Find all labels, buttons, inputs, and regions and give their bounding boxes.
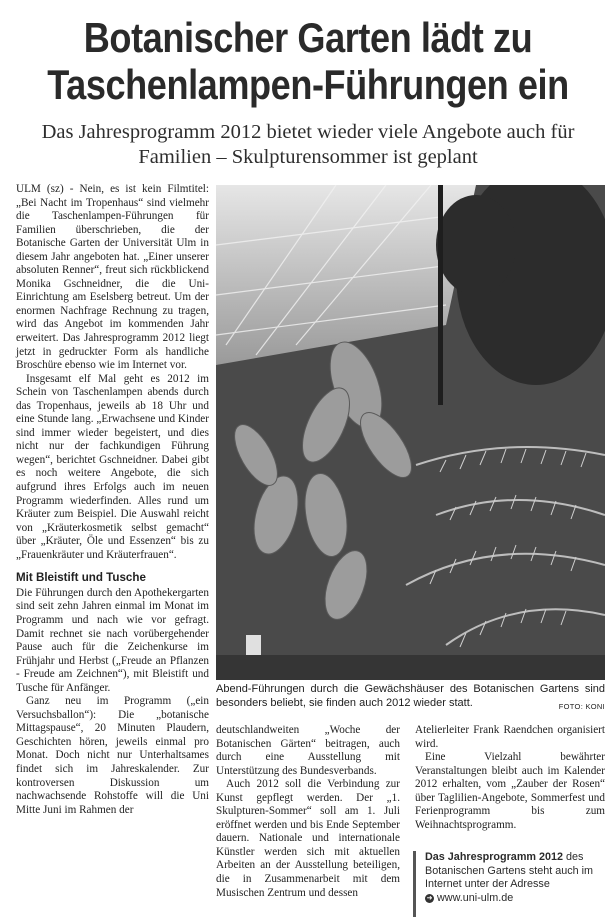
info-box-bold: Das Jahresprogramm 2012 <box>425 851 564 863</box>
paragraph: Die Führungen durch den Apothekergarten sind seit zehn Jahren einmal im Monat im Programm und nach wie vor gefragt. Damit rechnet sie nach vorübergehender Pause auch für die Zeichenkurse im Frühjahr und Herbst („Freude an Pflanzen - Freude am Zeichnen“), mit Bleistift und Tusche für Anfänger. <box>16 586 209 694</box>
subheadline <box>10 120 606 170</box>
greenhouse-photo <box>216 185 605 680</box>
info-box-text: des Botanischen Gartens steht auch im Internet unter der Adresse <box>425 851 594 891</box>
headline-line-2: Taschenlampen-Führungen ein <box>47 61 569 108</box>
article-column-2 <box>216 724 400 900</box>
paragraph: Atelierleiter Frank Raendchen organisiert wird. <box>415 724 605 750</box>
paragraph: ULM (sz) - Nein, es ist kein Filmtitel: „Bei Nacht im Tropenhaus“ sind vielmehr die Taschenlampen-Führungen für Familien überschrieben, die der Botanische Garten der Universität Ulm in diesem Jahr angeboten hat. „Einer unserer absoluten Renner“, freut sich rückblickend Monika Gschneidner, die die Uni-Einrichtung am Eselsberg betreut. Um der enormen Nachfrage Rechnung zu tragen, wird das Angebot im kommenden Jahr erweitert. Das Jahresprogramm 2012 liegt jetzt in gedruckter Form als handliche Broschüre ebenso wie im Internet vor. <box>16 183 209 372</box>
paragraph: Eine Vielzahl bewährter Veranstaltungen bleibt auch im Kalender 2012 erhalten, vom „Zauber der Rosen“ über Taglilien-Angebote, Sommerfest und Ferienprogramm bis zum Weihnachtsprogramm. <box>415 751 605 831</box>
caption-text: Abend-Führungen durch die Gewächshäuser des Botanischen Gartens sind besonders beliebt, sie finden auch 2012 wieder statt. <box>216 683 605 709</box>
photo-credit: FOTO: KONI <box>558 701 605 711</box>
paragraph: deutschlandweiten „Woche der Botanischen Gärten“ beitragen, auch durch eine Ausstellung mit Unterstützung des Bundesverbands. <box>216 724 400 777</box>
article-column-1 <box>16 183 209 817</box>
greenhouse-plants-photo-icon <box>216 185 605 680</box>
paragraph: Auch 2012 soll die Verbindung zur Kunst gepflegt werden. Der „1. Skulpturen-Sommer“ soll am 1. Juli eröffnet werden und bis Ende September dauern. Nationale und internationale Künstler werden sich mit aktuellen Arbeiten an der Ausstellung beteiligen, die in Zusammenarbeit mit dem Musischen Zentrum und dessen <box>216 778 400 899</box>
paragraph: Ganz neu im Programm („ein Versuchsballon“): Die „botanische Mittagspause“, 20 Minuten Plaudern, Geschichten hören, jeweils einmal pro Monat. Doch nicht nur Unterhaltsames findet sich im Jahreskalender. Zur kontroversen Diskussion um nachwachsende Rohstoffe will die Uni Mitte Juni im Rahmen der <box>16 695 209 816</box>
section-subheading: Mit Bleistift und Tusche <box>16 571 146 585</box>
paragraph: Insgesamt elf Mal geht es 2012 im Schein von Taschenlampen abends durch das Tropenhaus, jeweils ab 18 Uhr und eine Stunde lang. „Erwachsene und Kinder sind immer wieder begeistert, und dies nicht nur der fachkundigen Führung wegen“, berichtet Gschneidner. Dabei gibt es noch weitere Angebote, die sich aufgrund ihres Erfolgs auch im neuen Programm wiederfinden. Alles rund um Kräuter zum Beispiel. Die Auswahl reicht von „Kräuterkosmetik selbst gemacht“ über „Kräuter, Öle und Essenzen“ bis zu „Frauenkräuter und Kräuterfrauen“. <box>16 372 209 561</box>
subheadline-line-2: Familien – Skulpturensommer ist geplant <box>138 146 478 168</box>
article-column-3 <box>415 724 605 832</box>
headline-line-1: Botanischer Garten lädt zu <box>83 14 533 61</box>
info-box-url[interactable]: www.uni-ulm.de <box>437 891 514 904</box>
arrow-icon: ➜ <box>426 894 433 902</box>
headline <box>43 14 573 108</box>
info-box <box>413 851 606 917</box>
subheadline-line-1: Das Jahresprogramm 2012 bietet wieder viele Angebote auch für <box>41 121 575 143</box>
photo-caption <box>216 683 605 713</box>
